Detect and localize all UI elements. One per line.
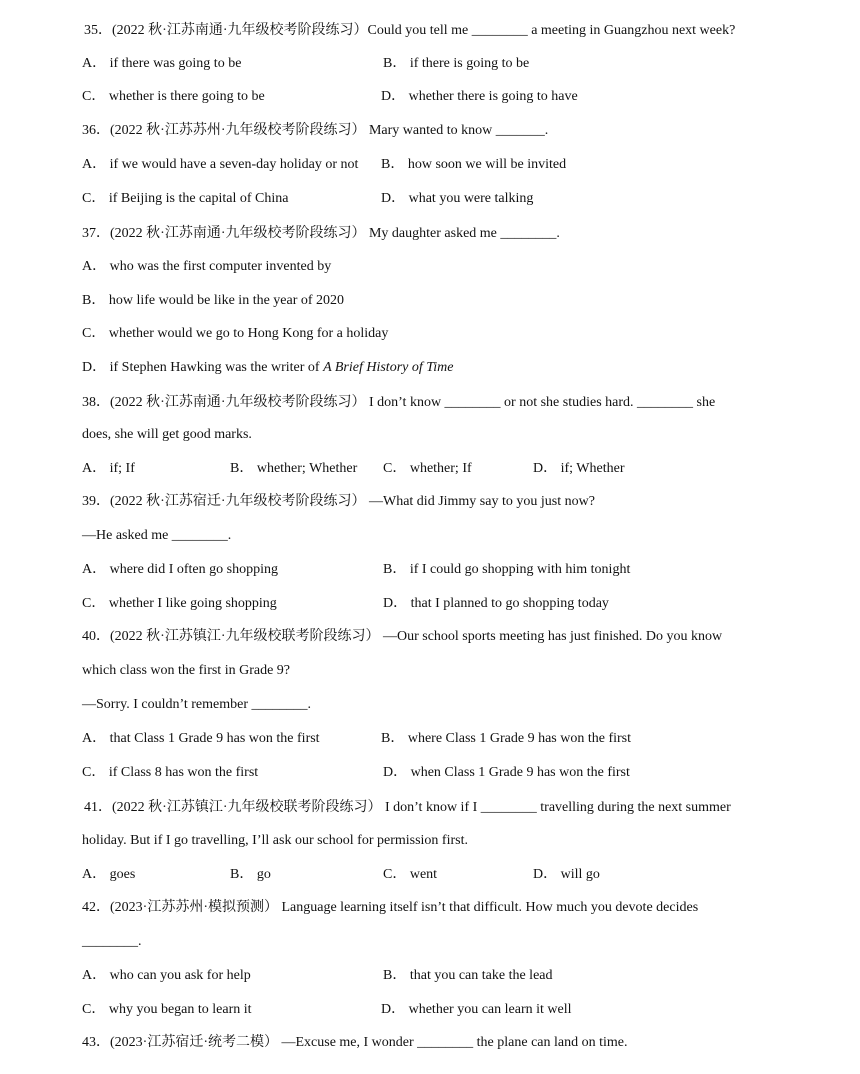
question-41-option-c: C． went — [383, 867, 438, 882]
question-42-option-c: C． why you began to learn it — [82, 1002, 252, 1017]
question-36-stem: 36．(2022 秋·江苏苏州·九年级校考阶段练习） Mary wanted to know _______. — [82, 123, 549, 138]
question-41-stem-cont: holiday. But if I go travelling, I’ll ask our school for permission first. — [82, 833, 468, 848]
question-40-option-d: D． when Class 1 Grade 9 has won the first — [383, 765, 630, 780]
question-36-option-c: C． if Beijing is the capital of China — [82, 191, 289, 206]
question-38-stem-cont: does, she will get good marks. — [82, 427, 252, 442]
question-40-stem-reply: —Sorry. I couldn’t remember ________. — [82, 697, 312, 712]
question-40-stem-cont: which class won the first in Grade 9? — [82, 663, 290, 678]
question-37-stem: 37．(2022 秋·江苏南通·九年级校考阶段练习） My daughter asked me ________. — [82, 226, 560, 241]
question-35-option-a: A． if there was going to be — [82, 56, 242, 71]
question-35-option-b: B． if there is going to be — [383, 56, 530, 71]
question-40-option-a: A． that Class 1 Grade 9 has won the first — [82, 731, 320, 746]
question-42-option-b: B． that you can take the lead — [383, 968, 553, 983]
question-41-option-d: D． will go — [533, 867, 600, 882]
question-38-option-d: D． if; Whether — [533, 461, 625, 476]
question-38-option-b: B． whether; Whether — [230, 461, 358, 476]
question-36-option-d: D． what you were talking — [381, 191, 534, 206]
question-42-option-d: D． whether you can learn it well — [381, 1002, 572, 1017]
question-37-option-d — [82, 359, 453, 377]
question-37-option-c: C． whether would we go to Hong Kong for a holiday — [82, 326, 389, 341]
question-41-option-b: B． go — [230, 867, 271, 882]
question-39-option-c: C． whether I like going shopping — [82, 596, 277, 611]
book-title: A Brief History of Time — [323, 360, 454, 375]
question-39-stem-cont: —He asked me ________. — [82, 528, 232, 543]
question-40-option-b: B． where Class 1 Grade 9 has won the first — [381, 731, 632, 746]
question-41-stem: 41．(2022 秋·江苏镇江·九年级校联考阶段练习） I don’t know if I ________ travelling during the next summer — [84, 800, 731, 815]
question-35-stem: 35．(2022 秋·江苏南通·九年级校考阶段练习）Could you tell me ________ a meeting in Guangzhou next week? — [84, 23, 736, 38]
question-41-option-a: A． goes — [82, 867, 136, 882]
question-42-stem-cont: ________. — [82, 934, 142, 949]
question-39-option-b: B． if I could go shopping with him tonight — [383, 562, 631, 577]
question-39-stem: 39．(2022 秋·江苏宿迁·九年级校考阶段练习） —What did Jimmy say to you just now? — [82, 494, 595, 509]
question-35-option-d: D． whether there is going to have — [381, 89, 578, 104]
question-36-option-b: B． how soon we will be invited — [381, 157, 567, 172]
question-35-option-c: C． whether is there going to be — [82, 89, 265, 104]
question-40-option-c: C． if Class 8 has won the first — [82, 765, 259, 780]
question-42-option-a: A． who can you ask for help — [82, 968, 251, 983]
question-39-option-a: A． where did I often go shopping — [82, 562, 278, 577]
question-38-option-c: C． whether; If — [383, 461, 472, 476]
question-37-option-b: B． how life would be like in the year of 2020 — [82, 293, 345, 308]
question-37-option-d-text: D． if Stephen Hawking was the writer of — [82, 360, 324, 375]
question-36-option-a: A． if we would have a seven-day holiday or not — [82, 157, 359, 172]
question-40-stem: 40．(2022 秋·江苏镇江·九年级校联考阶段练习） —Our school sports meeting has just finished. Do you know — [82, 629, 723, 644]
question-39-option-d: D． that I planned to go shopping today — [383, 596, 609, 611]
question-38-option-a: A． if; If — [82, 461, 135, 476]
question-38-stem: 38．(2022 秋·江苏南通·九年级校考阶段练习） I don’t know ________ or not she studies hard. ________ she — [82, 395, 716, 410]
question-37-option-a: A． who was the first computer invented by — [82, 259, 332, 274]
question-43-stem: 43．(2023·江苏宿迁·统考二模） —Excuse me, I wonder ________ the plane can land on time. — [82, 1035, 628, 1050]
question-42-stem: 42．(2023·江苏苏州·模拟预测） Language learning itself isn’t that difficult. How much you devote decides — [82, 900, 699, 915]
